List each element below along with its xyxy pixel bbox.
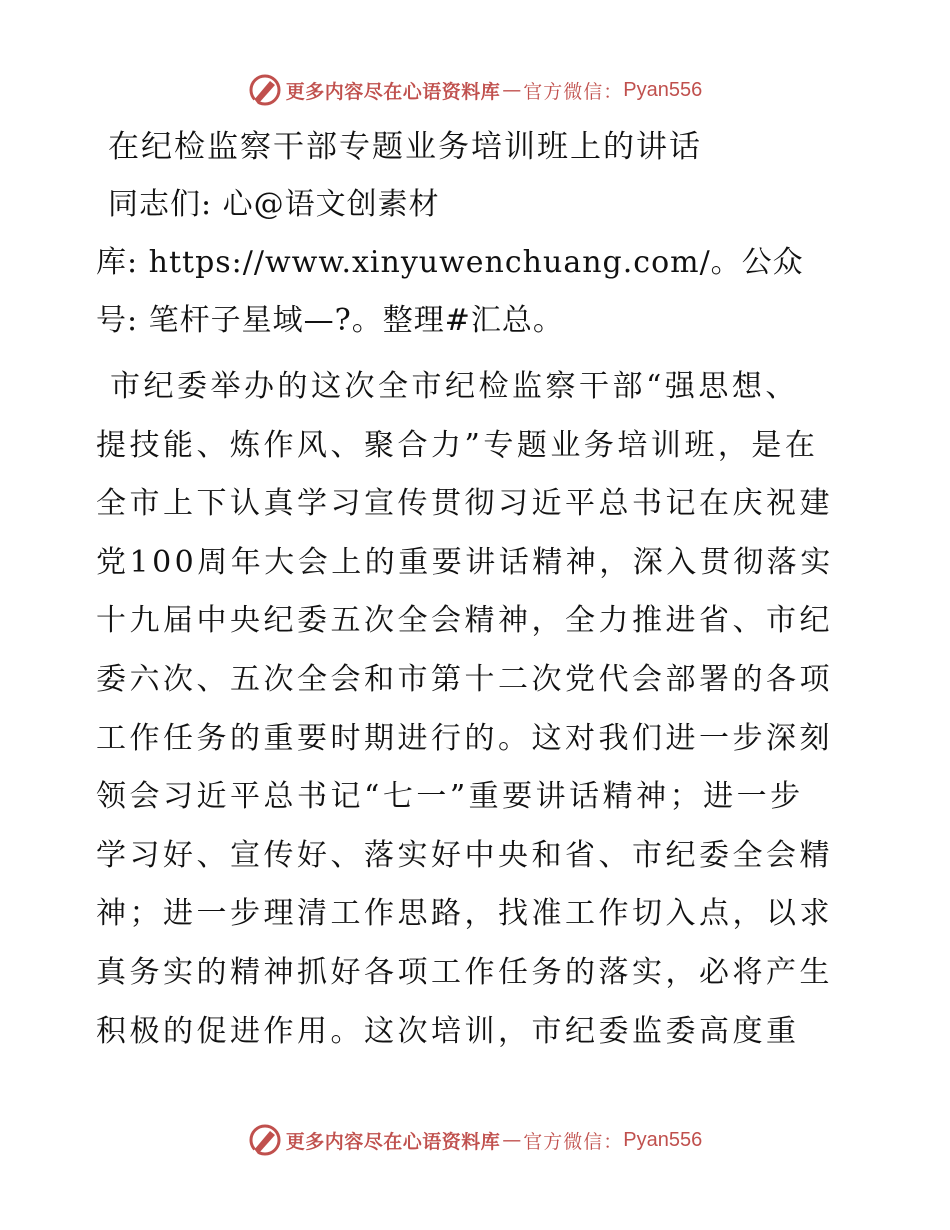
watermark-text: 更多内容尽在心语资料库 <box>285 80 501 103</box>
body-line: 神；进一步理清工作思路，找准工作切入点，以求 <box>96 896 833 932</box>
body-line: 学习好、宣传好、落实好中央和省、市纪委全会精 <box>96 837 833 873</box>
watermark-wechat-label: 官方微信： <box>523 1130 624 1153</box>
body-line: 工作任务的重要时期进行的。这对我们进一步深刻 <box>96 720 833 756</box>
pen-logo-icon <box>248 1123 282 1157</box>
watermark-dash: — <box>502 1129 522 1151</box>
body-line: 积极的促进作用。这次培训，市纪委监委高度重 <box>96 1013 800 1049</box>
body-line: 十九届中央纪委五次全会精神，全力推进省、市纪 <box>96 603 833 639</box>
pen-logo-icon <box>248 73 282 107</box>
body-line: 市纪委举办的这次全市纪检监察干部“强思想、 <box>110 369 799 404</box>
body-line: 领会习近平总书记“七一”重要讲话精神；进一步 <box>96 779 804 815</box>
watermark-banner-top <box>0 68 950 112</box>
intro-line: 号: 笔杆子星域—?。整理#汇总。 <box>96 303 564 338</box>
intro-paragraph <box>96 176 856 350</box>
watermark-dash: — <box>502 79 522 101</box>
body-line: 委六次、五次全会和市第十二次党代会部署的各项 <box>96 661 833 697</box>
body-line: 真务实的精神抓好各项工作任务的落实，必将产生 <box>96 954 833 990</box>
watermark-text: 更多内容尽在心语资料库 <box>285 1130 501 1153</box>
body-line: 全市上下认真学习宣传贯彻习近平总书记在庆祝建 <box>96 486 833 522</box>
document-title: 在纪检监察干部专题业务培训班上的讲话 <box>108 129 702 165</box>
intro-line: 同志们: 心@语文创素材 <box>108 187 440 222</box>
body-line: 党100周年大会上的重要讲话精神，深入贯彻落实 <box>96 544 834 580</box>
watermark-wechat-label: 官方微信： <box>523 80 624 103</box>
document-content <box>96 118 856 1061</box>
watermark-wechat-id: Pyan556 <box>623 1128 703 1151</box>
watermark-banner-bottom <box>0 1118 950 1162</box>
intro-line: 库: https://www.xinyuwenchuang.com/。公众 <box>96 245 804 280</box>
watermark-wechat-id: Pyan556 <box>623 78 703 101</box>
body-paragraph <box>96 358 856 1061</box>
body-line: 提技能、炼作风、聚合力”专题业务培训班，是在 <box>96 427 819 463</box>
